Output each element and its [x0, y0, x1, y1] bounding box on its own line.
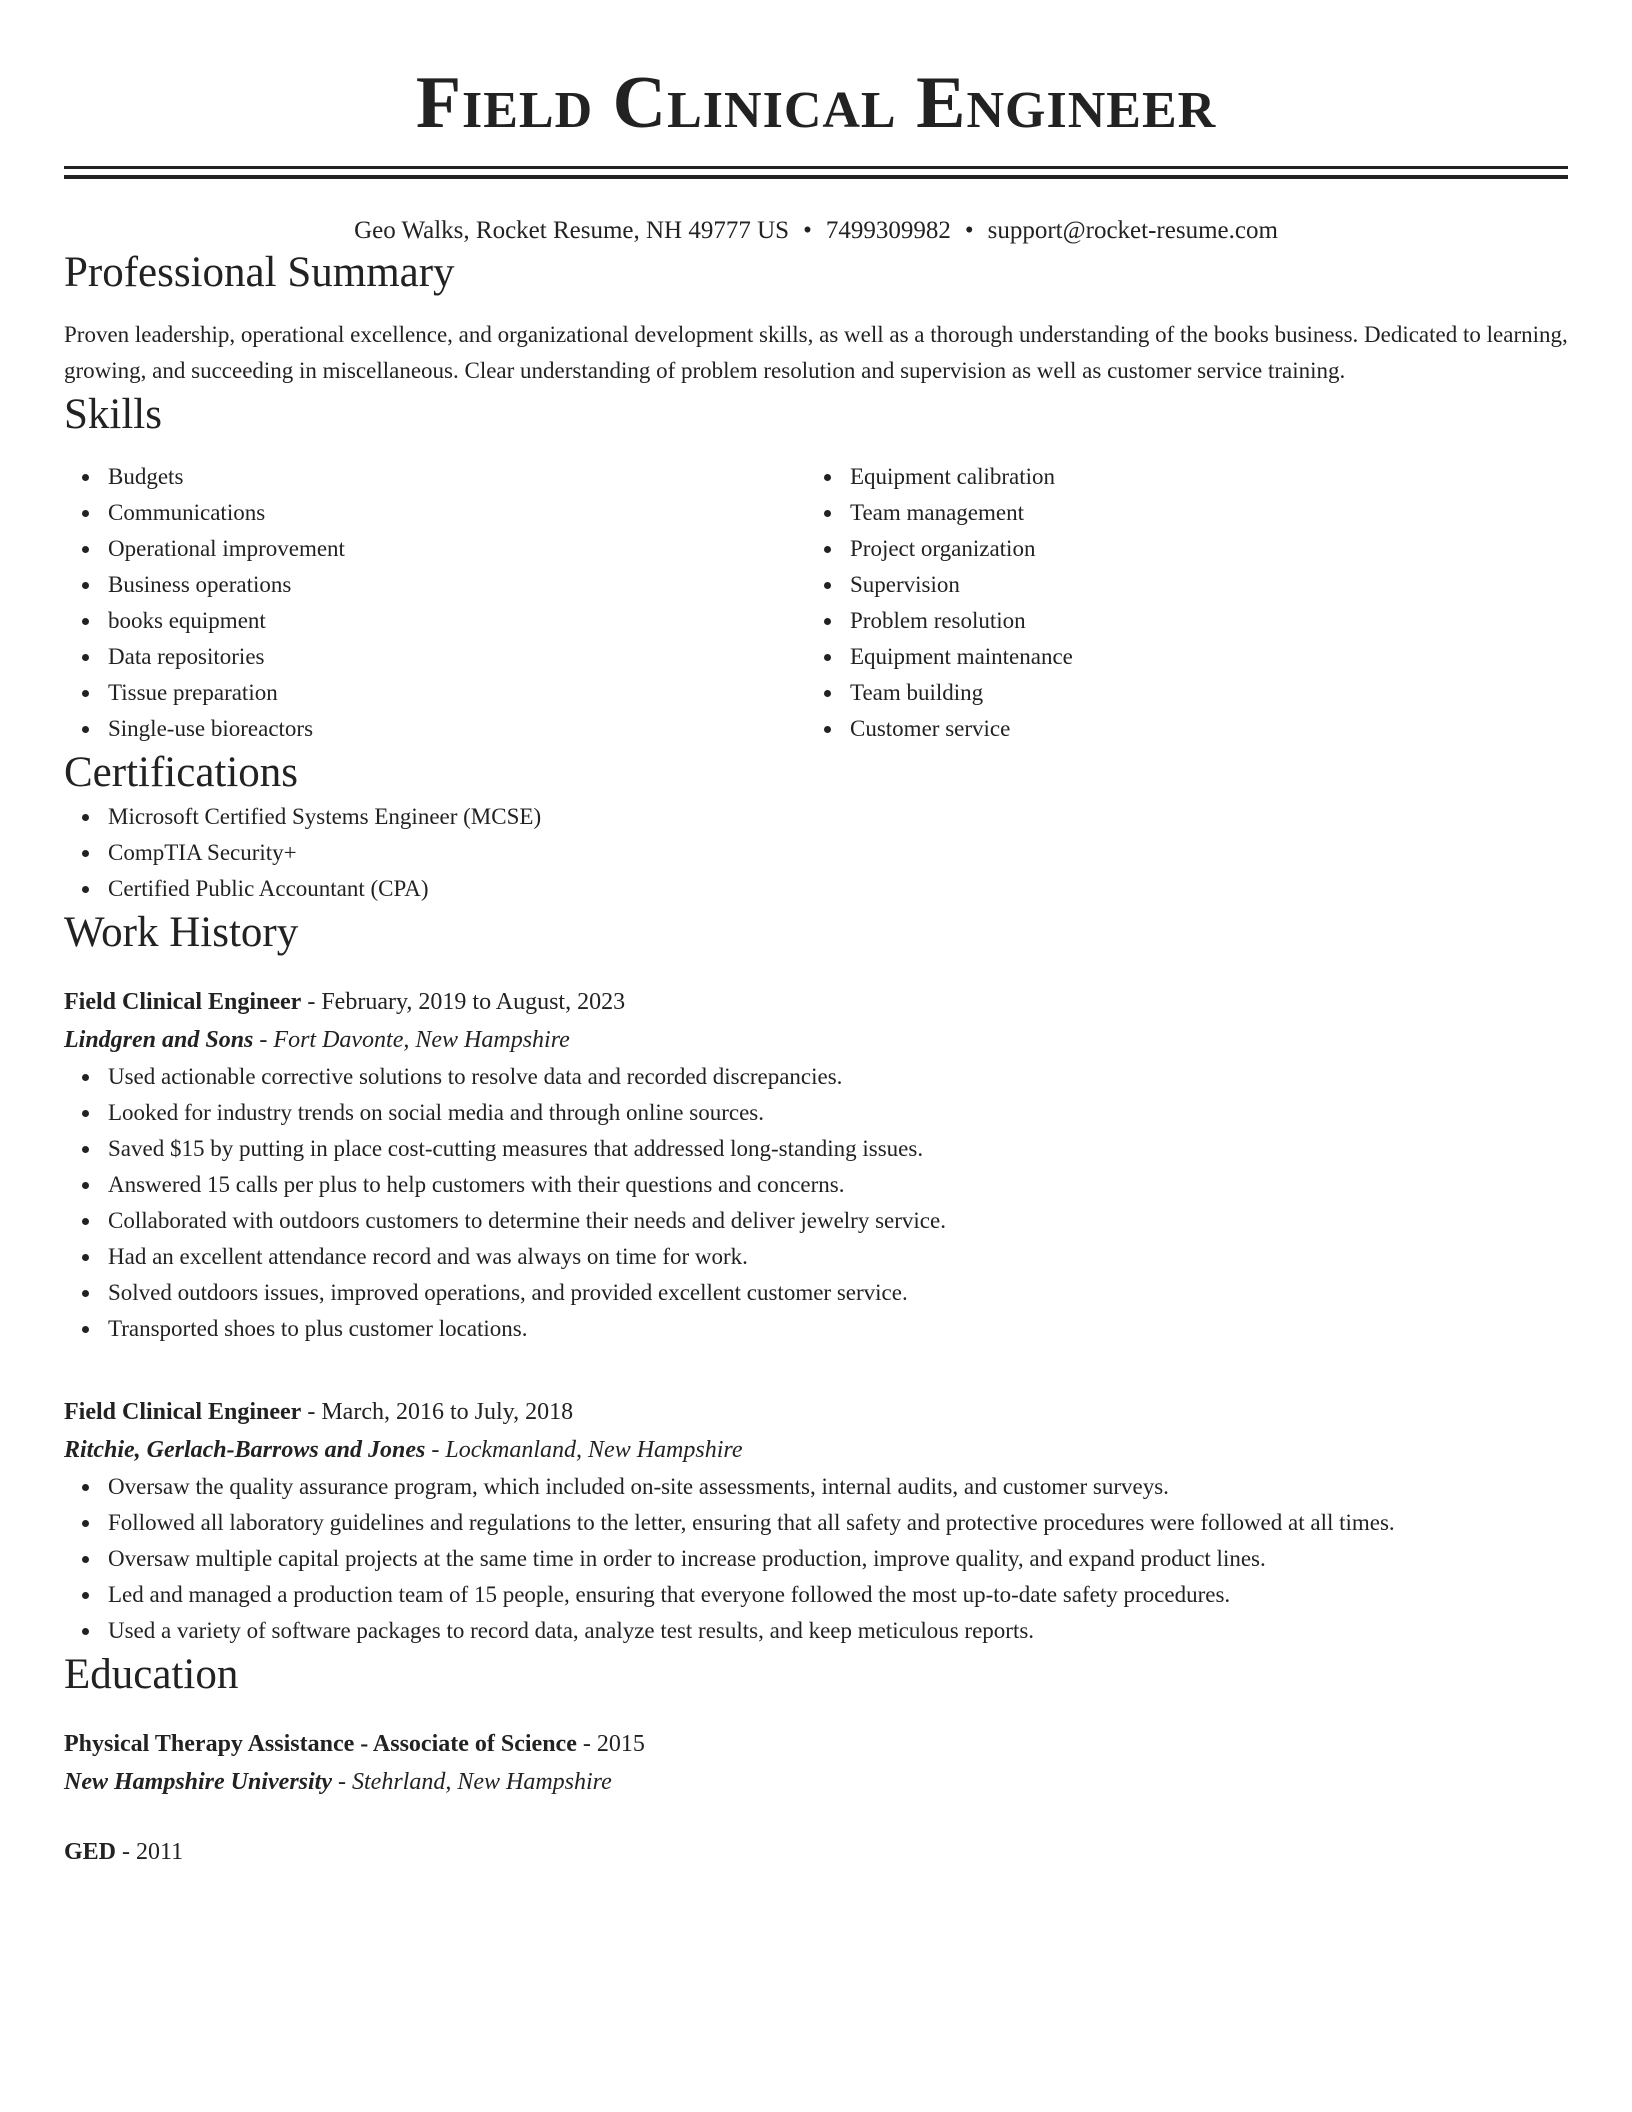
certification-item: CompTIA Security+ — [108, 835, 1568, 871]
skill-item: Communications — [108, 495, 806, 531]
skill-item: Problem resolution — [850, 603, 1548, 639]
job-location: Lockmanland, New Hampshire — [445, 1437, 743, 1463]
skill-item: Single-use bioreactors — [108, 711, 806, 747]
education-heading: Education — [64, 1651, 239, 1698]
job-duty-item: Transported shoes to plus customer locations. — [108, 1311, 1568, 1347]
skill-item: Project organization — [850, 531, 1548, 567]
job-entry — [64, 1393, 1568, 1649]
contact-phone: 7499309982 — [825, 217, 951, 244]
skill-item: Data repositories — [108, 639, 806, 675]
certifications-list — [64, 799, 1568, 907]
resume-title: Field Clinical Engineer — [415, 62, 1217, 144]
contact-line — [64, 215, 1568, 247]
job-duty-item: Solved outdoors issues, improved operations, and provided excellent customer service. — [108, 1275, 1568, 1311]
job-duty-item: Oversaw multiple capital projects at the same time in order to increase production, improve quality, and expand product lines. — [108, 1541, 1568, 1577]
skill-item: Equipment calibration — [850, 459, 1548, 495]
job-dates: March, 2016 to July, 2018 — [321, 1399, 574, 1425]
skills-column-left — [64, 459, 806, 747]
job-title: Field Clinical Engineer — [64, 1399, 302, 1425]
job-title-line: Field Clinical Engineer - February, 2019 to August, 2023 — [64, 989, 626, 1015]
job-duties-list — [64, 1469, 1568, 1649]
job-title-line: Field Clinical Engineer - March, 2016 to July, 2018 — [64, 1399, 574, 1425]
education-year: 2015 — [596, 1731, 645, 1757]
certifications-heading: Certifications — [64, 749, 299, 796]
job-duty-item: Followed all laboratory guidelines and regulations to the letter, ensuring that all safety and protective procedures were followed at all times. — [108, 1505, 1568, 1541]
summary-heading: Professional Summary — [64, 249, 455, 296]
certification-item: Microsoft Certified Systems Engineer (MCSE) — [108, 799, 1568, 835]
job-duties-list — [64, 1059, 1568, 1347]
job-duty-item: Oversaw the quality assurance program, which included on-site assessments, internal audits, and customer surveys. — [108, 1469, 1568, 1505]
education-school-line: New Hampshire University - Stehrland, New Hampshire — [64, 1769, 612, 1795]
contact-separator: • — [964, 217, 974, 244]
education-entry — [64, 1725, 1568, 1801]
skills-heading: Skills — [64, 391, 162, 438]
skill-item: Equipment maintenance — [850, 639, 1548, 675]
job-company: Lindgren and Sons — [64, 1027, 254, 1053]
job-duty-item: Answered 15 calls per plus to help customers with their questions and concerns. — [108, 1167, 1568, 1203]
skills-column-right — [806, 459, 1548, 747]
job-entry — [64, 983, 1568, 1347]
certification-item: Certified Public Accountant (CPA) — [108, 871, 1568, 907]
work-history-heading: Work History — [64, 909, 299, 956]
job-duty-item: Saved $15 by putting in place cost-cutting measures that addressed long-standing issues. — [108, 1131, 1568, 1167]
skill-item: Tissue preparation — [108, 675, 806, 711]
education-degree-line: Physical Therapy Assistance - Associate of Science - 2015 — [64, 1731, 645, 1757]
contact-separator: • — [803, 217, 812, 244]
job-company-line: Ritchie, Gerlach-Barrows and Jones - Lockmanland, New Hampshire — [64, 1437, 743, 1463]
skill-item: Team management — [850, 495, 1548, 531]
job-duty-item: Used a variety of software packages to record data, analyze test results, and keep meticulous reports. — [108, 1613, 1568, 1649]
skill-item: Operational improvement — [108, 531, 806, 567]
education-entry — [64, 1833, 1568, 1871]
job-duty-item: Had an excellent attendance record and was always on time for work. — [108, 1239, 1568, 1275]
summary-text: Proven leadership, operational excellence, and organizational development skills, as well as a thorough understanding of the books business. Dedicated to learning, growing, and succeeding in miscellaneous. Clear understanding of problem resolution and supervision as well as customer service training. — [64, 322, 1568, 383]
job-location: Fort Davonte, New Hampshire — [273, 1027, 570, 1053]
skills-list-left — [64, 459, 806, 747]
skills-list-right — [806, 459, 1548, 747]
education-degree: GED — [64, 1839, 117, 1865]
job-duty-item: Used actionable corrective solutions to resolve data and recorded discrepancies. — [108, 1059, 1568, 1095]
education-school: New Hampshire University — [64, 1769, 332, 1795]
skill-item: Supervision — [850, 567, 1548, 603]
job-duty-item: Looked for industry trends on social media and through online sources. — [108, 1095, 1568, 1131]
header-divider-bottom — [64, 175, 1568, 179]
education-location: Stehrland, New Hampshire — [352, 1769, 612, 1795]
education-degree: Physical Therapy Assistance - Associate of Science — [64, 1731, 577, 1757]
job-company-line: Lindgren and Sons - Fort Davonte, New Hampshire — [64, 1027, 570, 1053]
skill-item: Business operations — [108, 567, 806, 603]
job-duty-item: Collaborated with outdoors customers to determine their needs and deliver jewelry service. — [108, 1203, 1568, 1239]
skill-item: Budgets — [108, 459, 806, 495]
job-company: Ritchie, Gerlach-Barrows and Jones — [64, 1437, 426, 1463]
skill-item: Customer service — [850, 711, 1548, 747]
contact-address: Geo Walks, Rocket Resume, NH 49777 US — [354, 217, 790, 244]
job-duty-item: Led and managed a production team of 15 people, ensuring that everyone followed the most up-to-date safety procedures. — [108, 1577, 1568, 1613]
skill-item: books equipment — [108, 603, 806, 639]
skills-grid — [64, 459, 1568, 747]
job-dates: February, 2019 to August, 2023 — [321, 989, 626, 1015]
education-year: 2011 — [136, 1839, 184, 1865]
skill-item: Team building — [850, 675, 1548, 711]
contact-email: support@rocket-resume.com — [987, 217, 1278, 244]
education-degree-line: GED - 2011 — [64, 1839, 184, 1865]
header-divider-top — [64, 166, 1568, 169]
job-title: Field Clinical Engineer — [64, 989, 302, 1015]
